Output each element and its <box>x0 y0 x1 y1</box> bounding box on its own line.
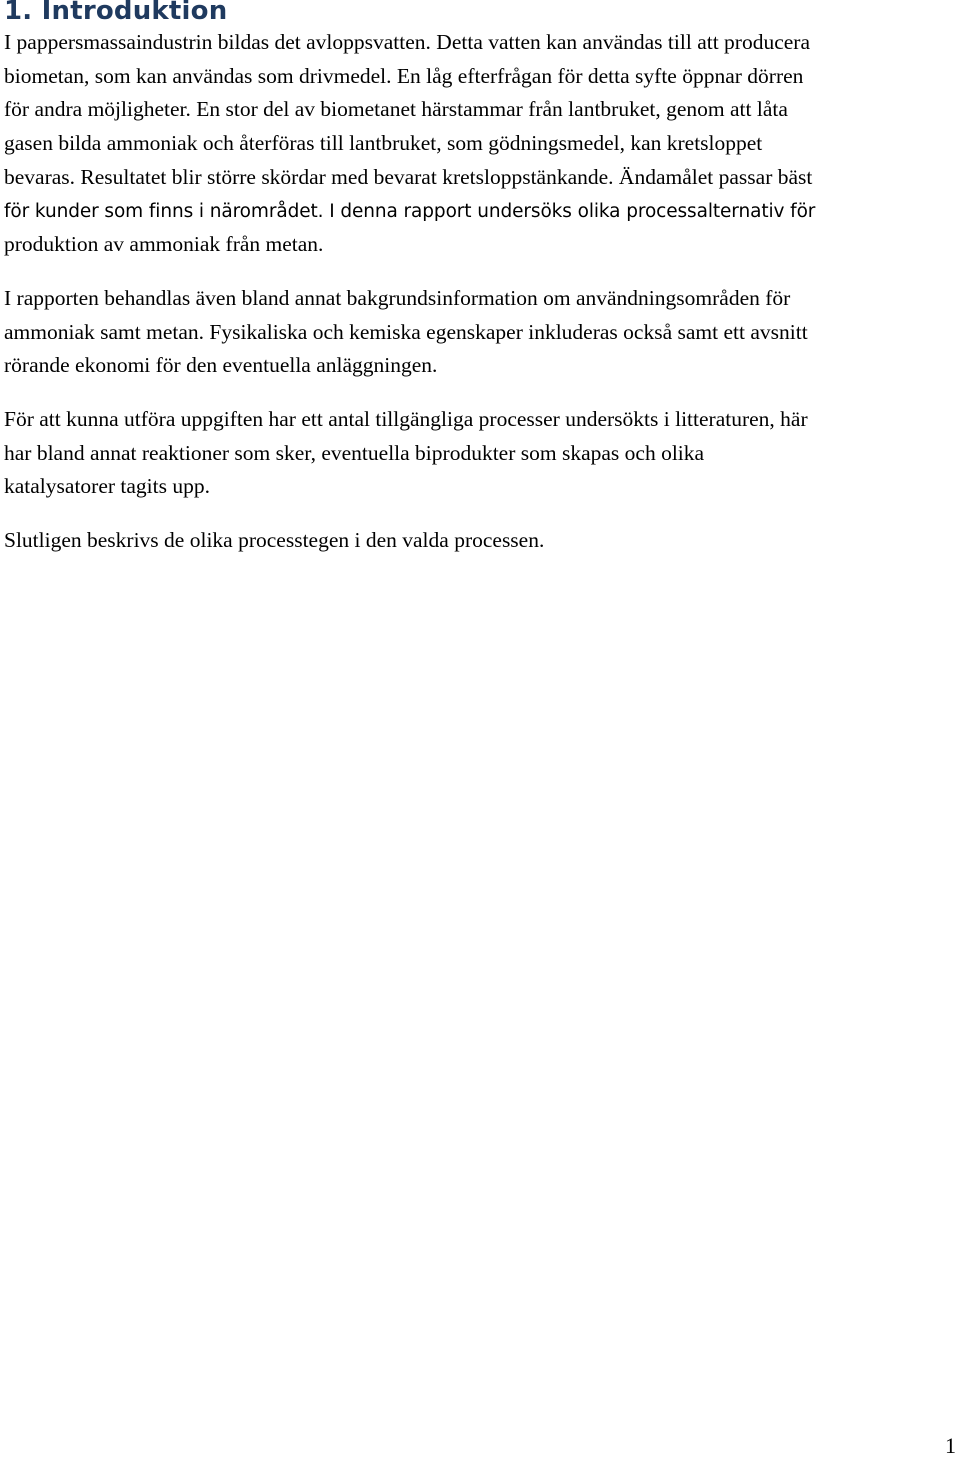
text-line: ammoniak samt metan. Fysikaliska och kemiska egenskaper inkluderas också samt ett avsnitt <box>4 319 808 344</box>
text-line: I pappersmassaindustrin bildas det avloppsvatten. Detta vatten kan användas till att producera <box>4 30 811 54</box>
text-line: För att kunna utföra uppgiften har ett antal tillgängliga processer undersökts i litteraturen, här <box>4 407 808 432</box>
text-line: gasen bilda ammoniak och återföras till lantbruket, som gödningsmedel, kan kretsloppet <box>4 131 763 156</box>
text-line: produktion av ammoniak från metan. <box>4 232 324 257</box>
text-line: bevaras. Resultatet blir större skördar med bevarat kretsloppstänkande. Ändamålet passar bäst <box>4 164 813 189</box>
text-line: rörande ekonomi för den eventuella anläggningen. <box>4 353 438 378</box>
page-number: 1 <box>945 1433 956 1458</box>
text-line: biometan, som kan användas som drivmedel. En låg efterfrågan för detta syfte öppnar dörren <box>4 63 804 88</box>
text-line: har bland annat reaktioner som sker, eventuella biprodukter som skapas och olika <box>4 440 705 465</box>
section-heading: 1. Introduktion <box>4 0 228 26</box>
paragraph-processes <box>4 403 956 504</box>
text-line: Slutligen beskrivs de olika processtegen i den valda processen. <box>4 528 545 553</box>
paragraph-background <box>4 282 956 383</box>
document-body <box>4 26 956 558</box>
text-line: för andra möjligheter. En stor del av biometanet härstammar från lantbruket, genom att låta <box>4 97 788 122</box>
document-page <box>4 0 956 578</box>
paragraph-introduction <box>4 26 956 262</box>
text-line: I rapporten behandlas även bland annat bakgrundsinformation om användningsområden för <box>4 285 791 310</box>
text-line: katalysatorer tagits upp. <box>4 474 210 499</box>
text-line: för kunder som finns i närområdet. I denna rapport undersöks olika processalternativ för <box>4 200 816 222</box>
paragraph-conclusion <box>4 524 956 558</box>
